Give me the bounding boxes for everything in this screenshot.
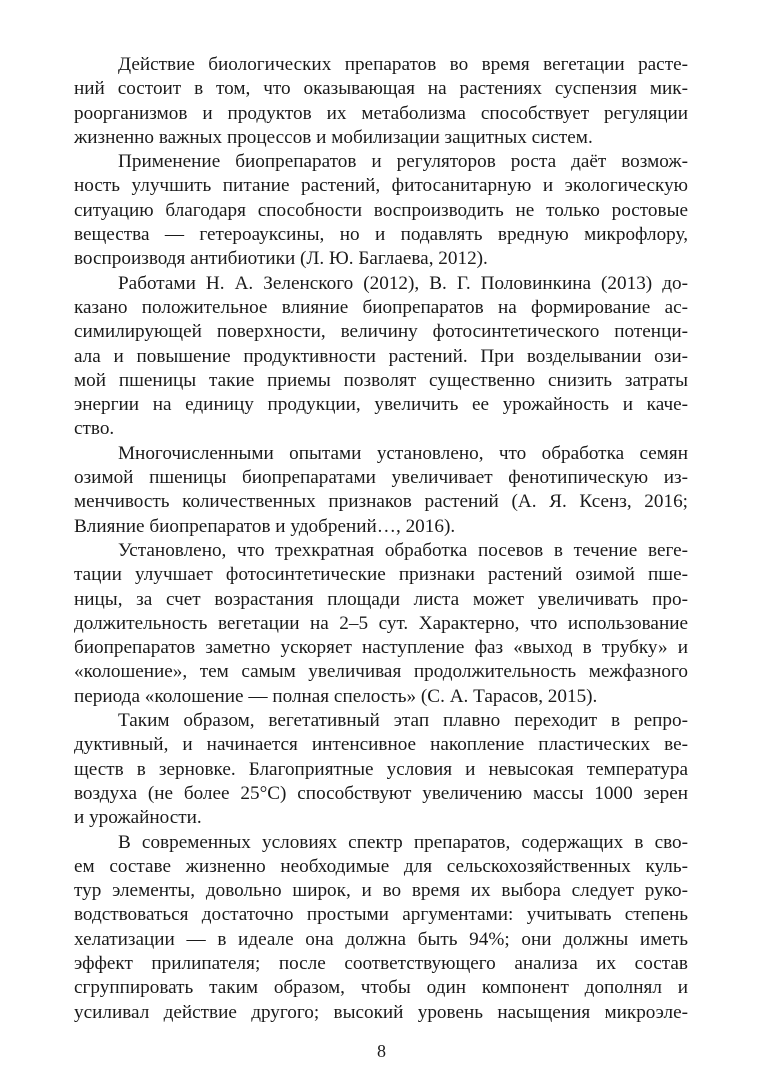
- text-line: вещества — гетероауксины, но и подавлять вредную микрофлору,: [74, 224, 688, 246]
- text-line: тур элементы, довольно широк, и во время их выбора следует руко-: [74, 880, 688, 902]
- text-line: тации улучшает фотосинтетические признаки растений озимой пше-: [74, 564, 688, 586]
- text-line: ала и повышение продуктивности растений. При возделывании ози-: [74, 345, 688, 367]
- text-line: жизненно важных процессов и мобилизации защитных систем.: [74, 126, 593, 148]
- paragraph-7: [74, 831, 688, 1025]
- text-line: озимой пшеницы биопрепаратами увеличивает фенотипическую из-: [74, 467, 688, 489]
- paragraph-2: [74, 150, 688, 271]
- text-line: Многочисленными опытами установлено, что обработка семян: [118, 442, 688, 464]
- text-line: воспроизводя антибиотики (Л. Ю. Баглаева, 2012).: [74, 248, 488, 270]
- text-line: симилирующей поверхности, величину фотосинтетического потенци-: [74, 321, 688, 343]
- text-line: Работами Н. А. Зеленского (2012), В. Г. Половинкина (2013) до-: [118, 272, 688, 294]
- text-line: хелатизации — в идеале она должна быть 94%; они должны иметь: [74, 928, 688, 950]
- paragraph-5: [74, 539, 688, 709]
- page-number: 8: [377, 1041, 386, 1061]
- text-line: дуктивный, и начинается интенсивное накопление пластических ве-: [74, 734, 688, 756]
- text-line: ний состоит в том, что оказывающая на растениях суспензия мик-: [74, 78, 688, 100]
- text-line: и урожайности.: [74, 807, 202, 829]
- paragraph-3: [74, 272, 688, 442]
- text-line: водствоваться достаточно простыми аргументами: учитывать степень: [74, 904, 688, 926]
- text-line: ществ в зерновке. Благоприятные условия и невысокая температура: [74, 758, 688, 780]
- text-line: ницы, за счет возрастания площади листа может увеличивать про-: [74, 588, 688, 610]
- text-line: сгруппировать таким образом, чтобы один компонент дополнял и: [74, 977, 688, 999]
- text-line: должительность вегетации на 2–5 сут. Характерно, что использование: [74, 612, 688, 634]
- paragraph-6: [74, 709, 688, 830]
- text-line: воздуха (не более 25°C) способствуют увеличению массы 1000 зерен: [74, 782, 688, 804]
- text-line: ситуацию благодаря способности воспроизводить не только ростовые: [74, 199, 688, 221]
- text-line: энергии на единицу продукции, увеличить ее урожайность и каче-: [74, 394, 688, 416]
- text-line: Влияние биопрепаратов и удобрений…, 2016).: [74, 515, 456, 537]
- paragraph-4: [74, 442, 688, 539]
- text-line: роорганизмов и продуктов их метаболизма способствует регуляции: [74, 102, 688, 124]
- text-line: Таким образом, вегетативный этап плавно переходит в репро-: [118, 710, 688, 732]
- text-line: мой пшеницы такие приемы позволят существенно снизить затраты: [74, 369, 688, 391]
- text-line: периода «колошение — полная спелость» (С. А. Тарасов, 2015).: [74, 685, 598, 707]
- text-line: биопрепаратов заметно ускоряет наступление фаз «выход в трубку» и: [74, 637, 688, 659]
- text-line: Действие биологических препаратов во время вегетации расте-: [118, 54, 688, 75]
- text-line: эффект прилипателя; после соответствующего анализа их состав: [74, 952, 688, 974]
- text-line: ем составе жизненно необходимые для сельскохозяйственных куль-: [74, 855, 688, 877]
- text-line: Установлено, что трехкратная обработка посевов в течение веге-: [118, 539, 688, 561]
- paragraph-1: [74, 53, 688, 150]
- text-line: ство.: [74, 418, 115, 440]
- text-line: казано положительное влияние биопрепаратов на формирование ас-: [74, 296, 688, 318]
- text-line: менчивость количественных признаков растений (А. Я. Ксенз, 2016;: [74, 491, 688, 513]
- text-line: В современных условиях спектр препаратов, содержащих в сво-: [118, 831, 688, 853]
- text-line: ность улучшить питание растений, фитосанитарную и экологическую: [74, 175, 688, 197]
- body-text: [74, 53, 688, 1025]
- text-line: усиливал действие другого; высокий уровень насыщения микроэле-: [74, 1001, 688, 1023]
- text-line: «колошение», тем самым увеличивая продолжительность межфазного: [74, 661, 688, 683]
- text-line: Применение биопрепаратов и регуляторов роста даёт возмож-: [118, 151, 688, 173]
